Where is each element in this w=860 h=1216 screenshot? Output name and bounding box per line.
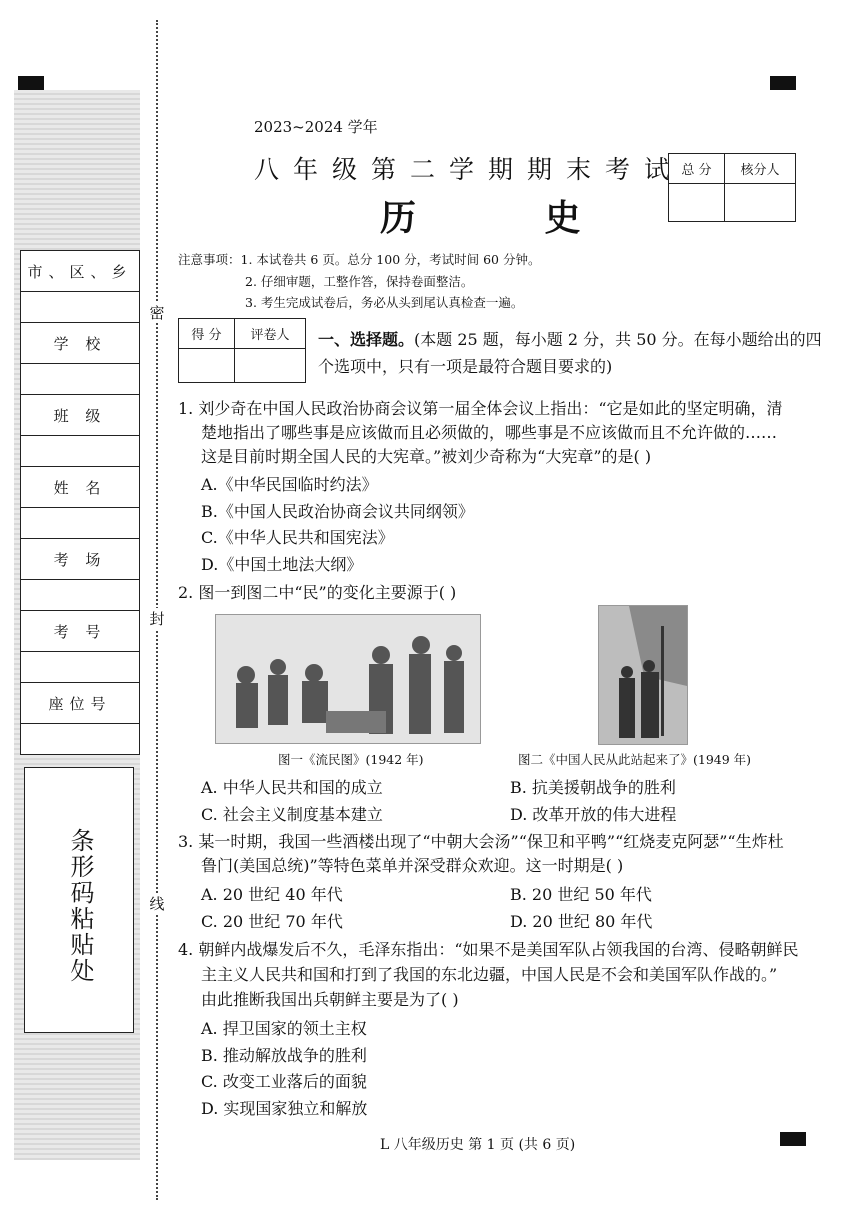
barcode-label: 条形码粘贴处	[66, 828, 94, 984]
field-exam-number-blank[interactable]	[21, 652, 139, 683]
question-line: 2. 图一到图二中“民”的变化主要源于( )	[178, 583, 457, 602]
note-item: 1. 本试卷共 6 页。总分 100 分，考试时间 60 分钟。	[240, 252, 541, 267]
field-school-blank[interactable]	[21, 364, 139, 395]
option[interactable]: A.《中华民国临时约法》	[201, 475, 378, 494]
seal-char-xian: 线	[147, 893, 167, 914]
question-line: 由此推断我国出兵朝鲜主要是为了( )	[201, 990, 459, 1009]
question-line: 4. 朝鲜内战爆发后不久，毛泽东指出：“如果不是美国军队占领我国的台湾、侵略朝鲜民	[178, 940, 799, 959]
field-exam-room-blank[interactable]	[21, 580, 139, 611]
option[interactable]: B. 推动解放战争的胜利	[201, 1046, 367, 1065]
field-name-blank[interactable]	[21, 508, 139, 539]
option[interactable]: D. 改革开放的伟大进程	[510, 805, 677, 824]
option[interactable]: A. 捍卫国家的领土主权	[201, 1019, 367, 1038]
notes-label: 注意事项：	[178, 252, 241, 267]
figure-2-image	[598, 605, 688, 745]
field-class-blank[interactable]	[21, 436, 139, 467]
option[interactable]: C.《中华人民共和国宪法》	[201, 528, 394, 547]
section-heading-line	[318, 327, 822, 350]
section-desc-2: 个选项中，只有一项是最符合题目要求的)	[318, 357, 613, 376]
section-grader-label: 评卷人	[235, 319, 306, 349]
option[interactable]: B.《中国人民政治协商会议共同纲领》	[201, 502, 474, 521]
option[interactable]: A. 中华人民共和国的成立	[201, 778, 383, 797]
option[interactable]: B. 20 世纪 50 年代	[510, 885, 652, 904]
figure-1-image	[215, 614, 481, 744]
corner-marker-top-right	[770, 76, 796, 90]
seal-char-feng: 封	[147, 608, 167, 629]
question-line: 鲁门(美国总统)”等特色菜单并深受群众欢迎。这一时期是( )	[201, 856, 624, 875]
field-district: 市、区、乡	[21, 251, 139, 292]
option[interactable]: D.《中国土地法大纲》	[201, 555, 363, 574]
school-year: 2023~2024 学年	[254, 118, 378, 136]
total-score-label: 总 分	[669, 154, 725, 184]
field-exam-room: 考 场	[21, 539, 139, 580]
field-name: 姓 名	[21, 467, 139, 508]
option[interactable]: A. 20 世纪 40 年代	[201, 885, 343, 904]
section-score-cell[interactable]	[179, 349, 235, 383]
notes-line-1	[178, 250, 540, 268]
question-line: 这是目前时期全国人民的大宪章。”被刘少奇称为“大宪章”的是( )	[201, 447, 652, 466]
score-checker-label: 核分人	[725, 154, 796, 184]
question-line: 3. 某一时期，我国一些酒楼出现了“中朝大会汤”“保卫和平鸭”“红烧麦克阿瑟”“生炸杜	[178, 832, 784, 851]
section-desc: (本题 25 题，每小题 2 分，共 50 分。在每小题给出的四	[414, 330, 822, 349]
score-checker-cell[interactable]	[725, 184, 796, 222]
field-school: 学 校	[21, 323, 139, 364]
note-item: 3. 考生完成试卷后，务必从头到尾认真检查一遍。	[245, 295, 524, 310]
option[interactable]: D. 20 世纪 80 年代	[510, 912, 653, 931]
figure-1-caption: 图一《流民图》(1942 年)	[278, 752, 424, 767]
seal-char-mi: 密	[147, 302, 167, 323]
barcode-area	[24, 767, 134, 1033]
section-heading: 一、选择题。	[318, 330, 415, 349]
corner-marker-top-left	[18, 76, 44, 90]
question-line: 楚地指出了哪些事是应该做而且必须做的，哪些事是不应该做而且不允许做的……	[201, 423, 778, 442]
field-class: 班 级	[21, 395, 139, 436]
subject-title: 历 史	[380, 198, 639, 239]
section-grader-cell[interactable]	[235, 349, 306, 383]
note-item: 2. 仔细审题，工整作答，保持卷面整洁。	[245, 274, 474, 289]
option[interactable]: D. 实现国家独立和解放	[201, 1099, 368, 1118]
option[interactable]: C. 20 世纪 70 年代	[201, 912, 343, 931]
option[interactable]: C. 社会主义制度基本建立	[201, 805, 383, 824]
field-seat-blank[interactable]	[21, 724, 139, 754]
figure-1-drawing	[216, 615, 480, 743]
student-info-box	[20, 250, 140, 755]
exam-title: 八年级第二学期期末考试	[254, 155, 684, 184]
total-score-cell[interactable]	[669, 184, 725, 222]
figure-2-drawing	[599, 606, 687, 744]
question-line: 主主义人民共和国和打到了我国的东北边疆，中国人民是不会和美国军队作战的。”	[201, 965, 778, 984]
total-score-table	[668, 153, 796, 222]
question-line: 1. 刘少奇在中国人民政治协商会议第一届全体会议上指出：“它是如此的坚定明确，清	[178, 399, 783, 418]
option[interactable]: B. 抗美援朝战争的胜利	[510, 778, 676, 797]
section-score-table	[178, 318, 306, 383]
corner-marker-bottom-right	[780, 1132, 806, 1146]
field-seat: 座位号	[21, 683, 139, 724]
page-footer: L 八年级历史 第 1 页 (共 6 页)	[380, 1137, 576, 1153]
figure-2-caption: 图二《中国人民从此站起来了》(1949 年)	[518, 752, 752, 767]
section-score-label: 得 分	[179, 319, 235, 349]
option[interactable]: C. 改变工业落后的面貌	[201, 1072, 367, 1091]
field-district-blank[interactable]	[21, 292, 139, 323]
field-exam-number: 考 号	[21, 611, 139, 652]
